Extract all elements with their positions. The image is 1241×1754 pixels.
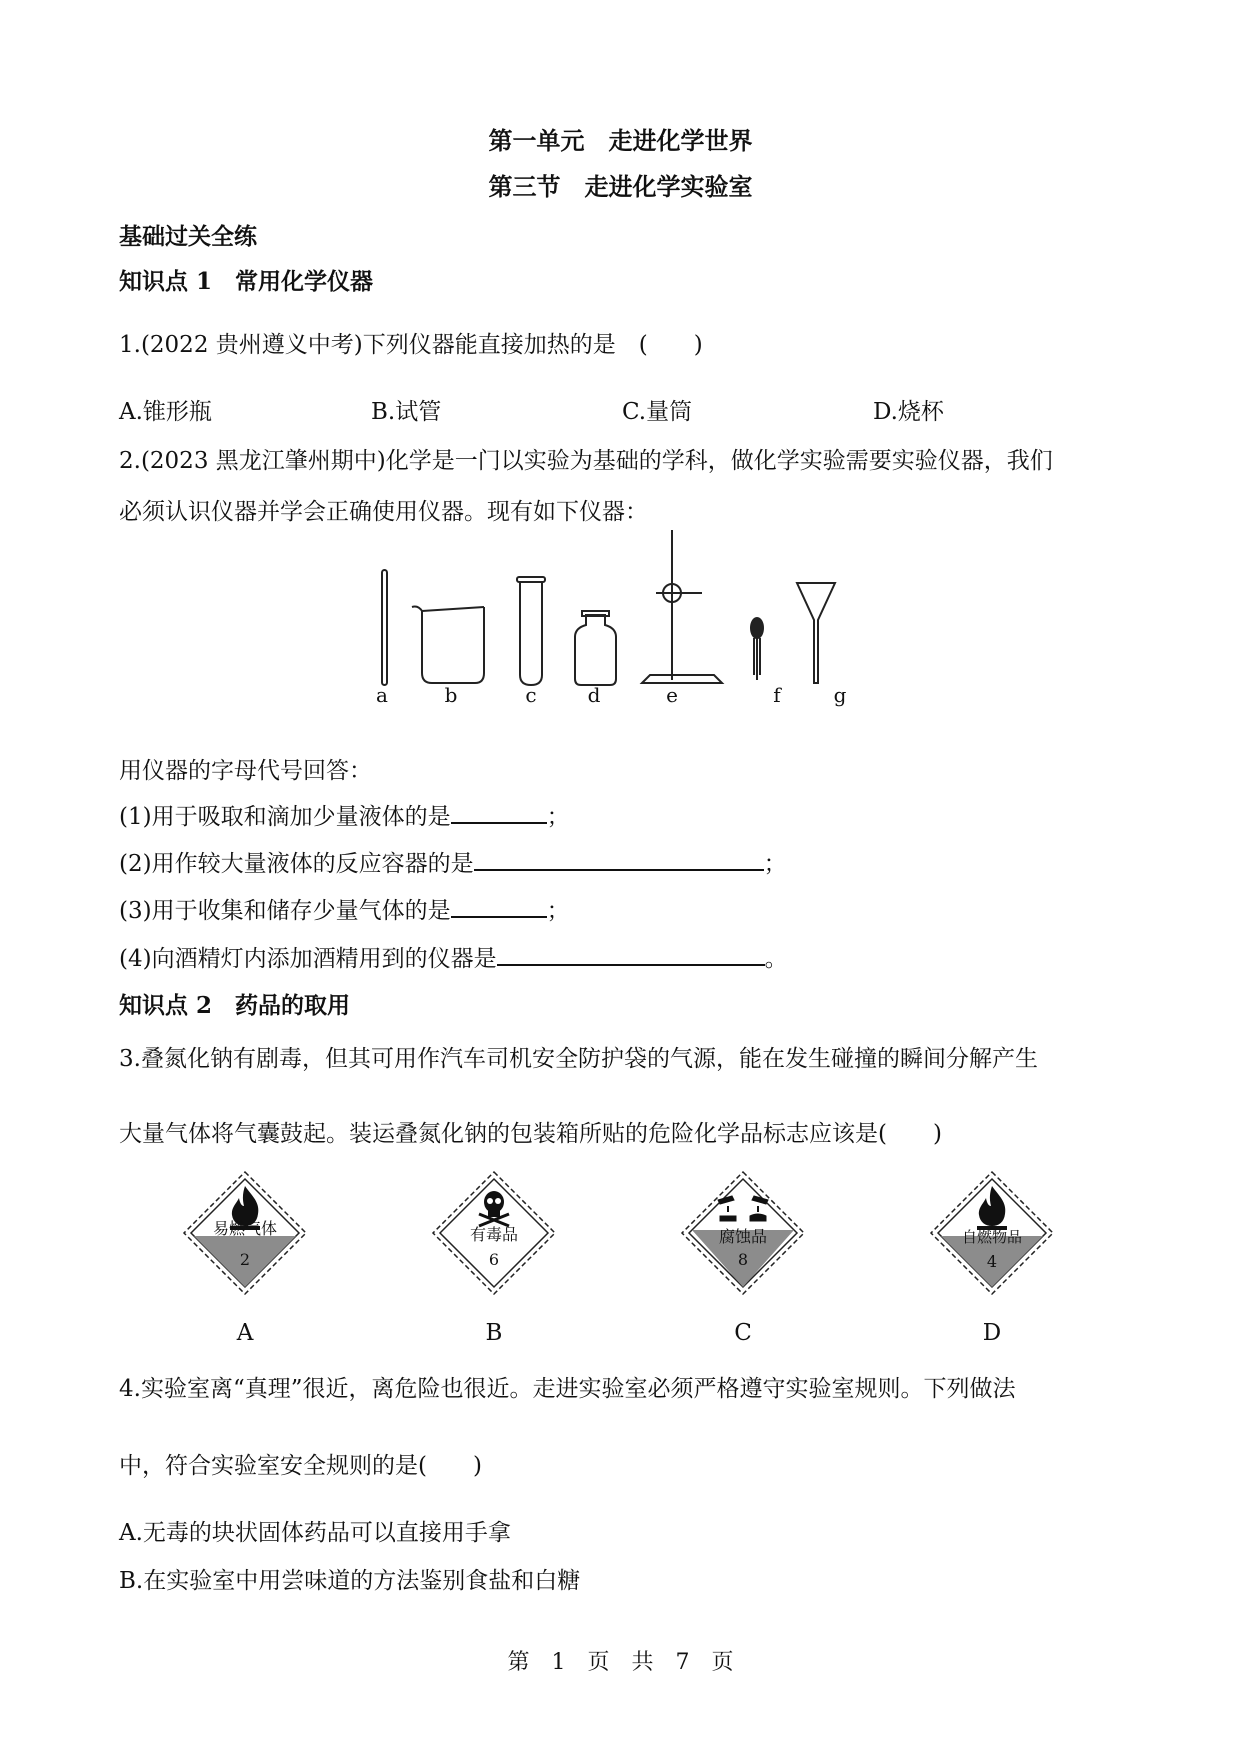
test-tube-icon bbox=[517, 577, 545, 685]
q2-sub-3: (3)用于收集和储存少量气体的是 ； bbox=[119, 892, 570, 925]
knowledge-point-1: 知识点 1 常用化学仪器 bbox=[119, 268, 374, 295]
practice-heading: 基础过关全练 bbox=[119, 223, 257, 250]
unit-title: 第一单元 走进化学世界 bbox=[488, 126, 753, 155]
q1-option-a: A.锥形瓶 bbox=[119, 399, 212, 425]
iron-stand-icon bbox=[642, 530, 722, 683]
question-1-stem: 1.(2022 贵州遵义中考)下列仪器能直接加热的是 ( ) bbox=[119, 332, 703, 358]
q3-option-a: A bbox=[236, 1320, 254, 1346]
knowledge-point-2: 知识点 2 药品的取用 bbox=[119, 992, 351, 1019]
beaker-icon bbox=[412, 607, 484, 684]
q1-option-c: C.量筒 bbox=[622, 399, 693, 425]
page-footer: 第 1 页 共 7 页 bbox=[507, 1650, 734, 1675]
q2-sub-1: (1)用于吸取和滴加少量液体的是 ； bbox=[119, 798, 570, 831]
sign-c-text: 腐蚀品 bbox=[718, 1227, 767, 1246]
q1-option-b: B.试管 bbox=[371, 399, 442, 425]
funnel-icon bbox=[797, 583, 835, 683]
question-3-line-1: 3.叠氮化钠有剧毒，但其可用作汽车司机安全防护袋的气源，能在发生碰撞的瞬间分解产生 bbox=[119, 1046, 1038, 1072]
question-2-line-2: 必须认识仪器并学会正确使用仪器。现有如下仪器： bbox=[119, 499, 648, 525]
sign-d-text: 自燃物品 bbox=[961, 1228, 1022, 1246]
question-4-line-2: 中，符合实验室安全规则的是( ) bbox=[119, 1453, 482, 1479]
apparatus-figure bbox=[360, 525, 860, 715]
section-title: 第三节 走进化学实验室 bbox=[488, 172, 753, 201]
sign-b-number: 6 bbox=[488, 1250, 500, 1269]
q2-sub-4: (4)向酒精灯内添加酒精用到的仪器是 。 bbox=[119, 940, 788, 973]
q1-option-d: D.烧杯 bbox=[873, 399, 944, 425]
apparatus-label-e: e bbox=[666, 683, 678, 707]
apparatus-label-f: f bbox=[773, 683, 781, 707]
sign-a-text: 易燃气体 bbox=[212, 1219, 277, 1238]
glass-rod-icon bbox=[382, 570, 387, 685]
question-4-line-1: 4.实验室离“真理”很近，离危险也很近。走进实验室必须严格遵守实验室规则。下列做法 bbox=[119, 1376, 1016, 1402]
q3-option-b: B bbox=[485, 1320, 503, 1346]
answer-blank-4[interactable] bbox=[497, 942, 765, 966]
apparatus-label-a: a bbox=[376, 683, 388, 707]
apparatus-label-g: g bbox=[833, 683, 847, 707]
q4-option-a: A.无毒的块状固体药品可以直接用手拿 bbox=[119, 1520, 511, 1546]
sign-d-number: 4 bbox=[986, 1252, 998, 1271]
apparatus-label-b: b bbox=[444, 683, 458, 707]
answer-blank-2[interactable] bbox=[474, 847, 764, 871]
q4-option-b: B.在实验室中用尝味道的方法鉴别食盐和白糖 bbox=[119, 1568, 581, 1594]
apparatus-label-c: c bbox=[525, 683, 537, 707]
q2-sub-2: (2)用作较大量液体的反应容器的是 ； bbox=[119, 845, 787, 878]
question-3-line-2: 大量气体将气囊鼓起。装运叠氮化钠的包装箱所贴的危险化学品标志应该是( ) bbox=[119, 1121, 942, 1147]
gas-bottle-icon bbox=[575, 611, 616, 685]
q3-option-c: C bbox=[734, 1320, 752, 1346]
dropper-icon bbox=[751, 618, 763, 680]
sign-c-number: 8 bbox=[737, 1250, 749, 1269]
q3-option-d: D bbox=[982, 1320, 1002, 1346]
answer-blank-1[interactable] bbox=[451, 800, 547, 824]
q2-prompt: 用仪器的字母代号回答： bbox=[119, 758, 372, 784]
apparatus-label-d: d bbox=[587, 683, 601, 707]
sign-b-text: 有毒品 bbox=[469, 1225, 518, 1244]
sign-a-number: 2 bbox=[239, 1250, 251, 1269]
question-2-line-1: 2.(2023 黑龙江肇州期中)化学是一门以实验为基础的学科，做化学实验需要实验仪器，我们 bbox=[119, 448, 1053, 474]
answer-blank-3[interactable] bbox=[451, 894, 547, 918]
